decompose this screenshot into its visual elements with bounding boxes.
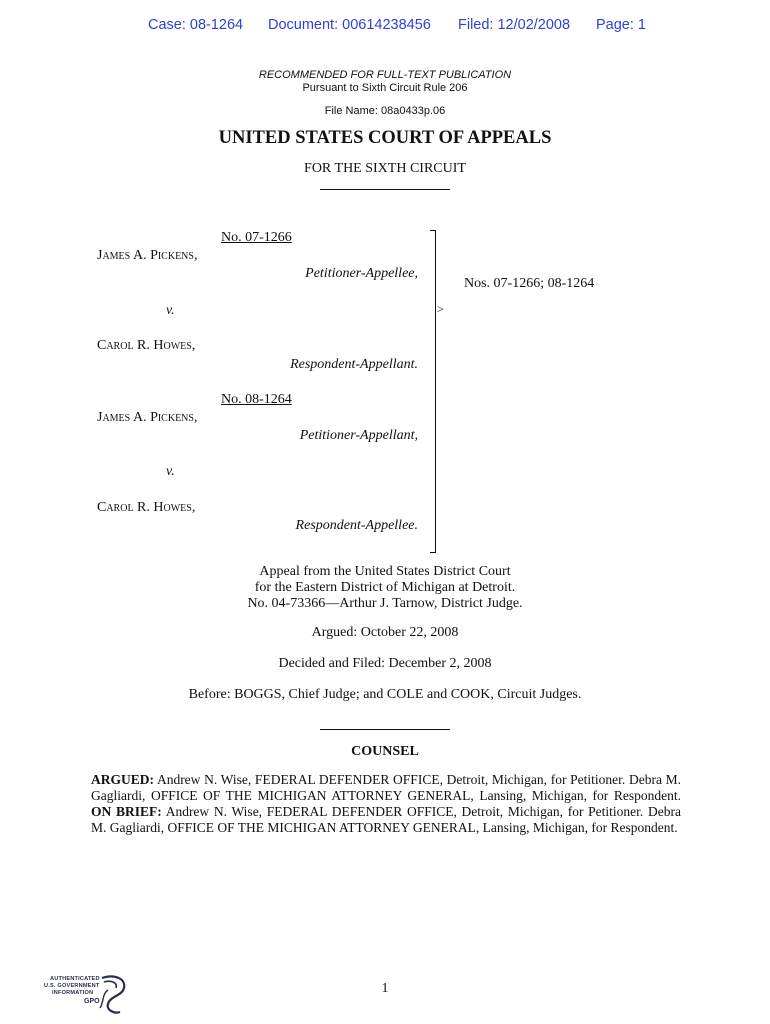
appeal-line-1: Appeal from the United States District Court [259,564,511,579]
on-brief-text: Andrew N. Wise, FEDERAL DEFENDER OFFICE, Detroit, Michigan, for Petitioner. Debra M. Gagliardi, OFFICE OF THE MICHIGAN ATTORNEY GENERAL, Lansing, Michigan, for Respondent. [91,804,681,835]
document-number-link[interactable]: Document: 00614238456 [268,17,431,33]
caption-bracket-top [430,230,436,231]
page-number: 1 [381,981,389,996]
decided-date: Decided and Filed: December 2, 2008 [278,656,492,671]
argued-label: ARGUED: [91,772,154,787]
party-name: James A. Pickens, [97,410,198,425]
publication-recommendation: RECOMMENDED FOR FULL-TEXT PUBLICATION [258,69,512,81]
publication-rule: Pursuant to Sixth Circuit Rule 206 [302,82,468,94]
circuit-name: FOR THE SIXTH CIRCUIT [304,161,466,176]
court-title: UNITED STATES COURT OF APPEALS [218,128,552,148]
gpo-authentication-logo [44,972,130,1018]
appeal-line-2: for the Eastern District of Michigan at Detroit. [254,580,516,595]
file-name: File Name: 08a0433p.06 [324,105,446,117]
party-role: Petitioner-Appellee, [305,266,418,281]
counsel-heading: COUNSEL [351,744,419,759]
caption-bracket-bottom [430,552,436,553]
page-number-link[interactable]: Page: 1 [596,17,646,33]
counsel-paragraph [91,772,681,836]
title-divider [320,189,450,190]
gpo-line-1: AUTHENTICATED [50,976,100,982]
counsel-divider [320,729,450,730]
party-name: Carol R. Howes, [97,338,196,353]
gpo-line-2: U.S. GOVERNMENT [44,983,100,989]
case-number: No. 08-1264 [221,392,292,407]
party-name: Carol R. Howes, [97,500,196,515]
filed-date-link[interactable]: Filed: 12/02/2008 [458,17,571,33]
party-role: Respondent-Appellant. [290,357,418,372]
party-role: Respondent-Appellee. [295,518,418,533]
case-number-link[interactable]: Case: 08-1264 [148,17,244,33]
gpo-line-3: INFORMATION [52,990,94,996]
argued-text: Andrew N. Wise, FEDERAL DEFENDER OFFICE, Detroit, Michigan, for Petitioner. Debra M. Gagliardi, OFFICE OF THE MICHIGAN ATTORNEY GENERAL, Lansing, Michigan, for Respondent. [91,772,681,803]
case-number: No. 07-1266 [221,230,292,245]
versus-label: v. [166,464,175,479]
consolidated-case-numbers: Nos. 07-1266; 08-1264 [464,276,595,291]
caption-brace-point: > [437,302,444,316]
versus-label: v. [166,303,175,318]
party-name: James A. Pickens, [97,248,198,263]
argued-date: Argued: October 22, 2008 [311,625,459,640]
caption-bracket [435,230,436,553]
gpo-line-4: GPO [84,998,100,1005]
on-brief-label: ON BRIEF: [91,804,162,819]
panel-judges: Before: BOGGS, Chief Judge; and COLE and COOK, Circuit Judges. [188,687,582,702]
party-role: Petitioner-Appellant, [299,428,418,443]
appeal-line-3: No. 04-73366—Arthur J. Tarnow, District Judge. [247,596,523,611]
